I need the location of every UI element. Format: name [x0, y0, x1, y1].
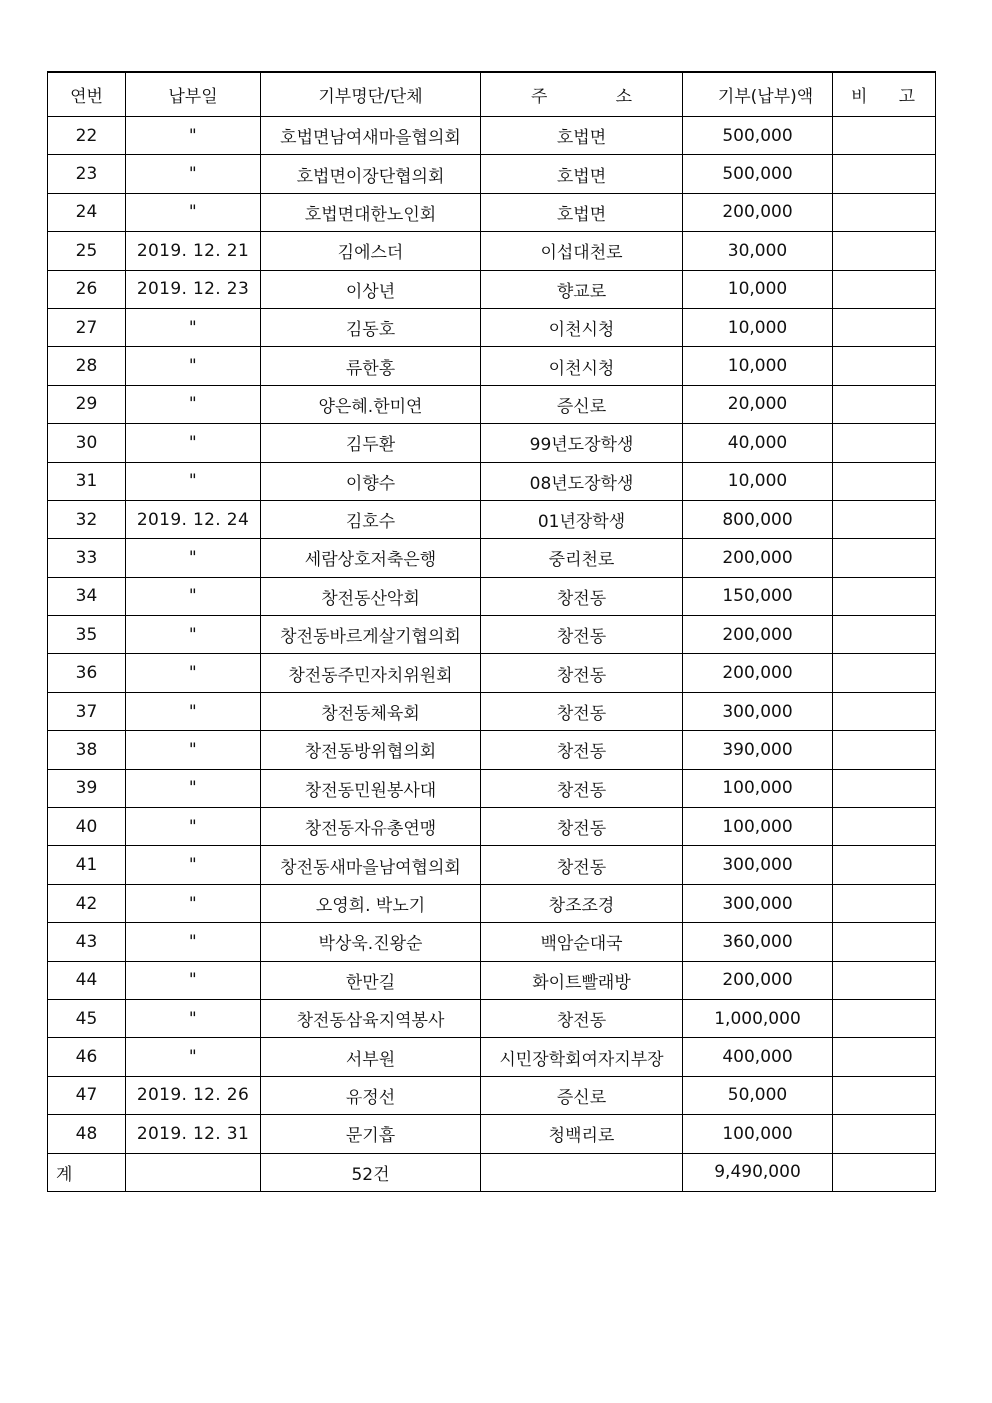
cell-no: 30 — [48, 424, 126, 462]
table-row — [48, 347, 936, 385]
cell-note — [833, 270, 936, 308]
table-row — [48, 769, 936, 807]
cell-address: 창전동 — [481, 616, 683, 654]
table-body — [48, 117, 936, 1192]
table-row — [48, 539, 936, 577]
cell-date: " — [126, 808, 261, 846]
cell-no: 43 — [48, 923, 126, 961]
cell-name: 창전동방위협의회 — [261, 731, 481, 769]
cell-name: 문기흡 — [261, 1115, 481, 1153]
cell-address: 창전동 — [481, 846, 683, 884]
total-amount: 9,490,000 — [683, 1153, 833, 1191]
cell-date: " — [126, 731, 261, 769]
cell-address: 화이트빨래방 — [481, 961, 683, 999]
cell-note — [833, 193, 936, 231]
cell-address: 창전동 — [481, 999, 683, 1037]
cell-address: 창전동 — [481, 769, 683, 807]
cell-amount: 10,000 — [683, 308, 833, 346]
cell-name: 창전동민원봉사대 — [261, 769, 481, 807]
cell-name: 류한홍 — [261, 347, 481, 385]
cell-amount: 500,000 — [683, 117, 833, 155]
cell-note — [833, 1115, 936, 1153]
total-address — [481, 1153, 683, 1191]
cell-note — [833, 117, 936, 155]
table-row — [48, 462, 936, 500]
table-row — [48, 654, 936, 692]
cell-name: 창전동산악회 — [261, 577, 481, 615]
cell-amount: 800,000 — [683, 500, 833, 538]
header-no: 연번 — [48, 72, 126, 117]
cell-name: 유정선 — [261, 1076, 481, 1114]
cell-date: 2019. 12. 23 — [126, 270, 261, 308]
header-amount-label: 기부(납부)액 — [717, 87, 814, 107]
cell-date: " — [126, 999, 261, 1037]
table-row — [48, 961, 936, 999]
cell-amount: 100,000 — [683, 769, 833, 807]
cell-name: 김호수 — [261, 500, 481, 538]
cell-address: 08년도장학생 — [481, 462, 683, 500]
header-note-label — [835, 82, 933, 107]
cell-note — [833, 923, 936, 961]
cell-amount: 200,000 — [683, 193, 833, 231]
cell-address: 창전동 — [481, 692, 683, 730]
total-note — [833, 1153, 936, 1191]
total-label: 계 — [48, 1153, 126, 1191]
cell-note — [833, 692, 936, 730]
header-row — [48, 72, 936, 117]
cell-address: 중리천로 — [481, 539, 683, 577]
table-header — [48, 72, 936, 117]
cell-amount: 50,000 — [683, 1076, 833, 1114]
cell-no: 41 — [48, 846, 126, 884]
cell-note — [833, 616, 936, 654]
header-address-label — [483, 82, 680, 107]
cell-amount: 30,000 — [683, 232, 833, 270]
header-address-left: 주 — [531, 87, 548, 107]
cell-name: 박상욱.진왕순 — [261, 923, 481, 961]
cell-address: 호법면 — [481, 193, 683, 231]
cell-date: " — [126, 155, 261, 193]
cell-address: 호법면 — [481, 117, 683, 155]
total-count: 52건 — [261, 1153, 481, 1191]
cell-note — [833, 1076, 936, 1114]
table-row — [48, 731, 936, 769]
cell-address: 01년장학생 — [481, 500, 683, 538]
cell-note — [833, 385, 936, 423]
cell-amount: 100,000 — [683, 1115, 833, 1153]
table-row — [48, 692, 936, 730]
cell-address: 창전동 — [481, 577, 683, 615]
cell-amount: 200,000 — [683, 539, 833, 577]
cell-amount: 150,000 — [683, 577, 833, 615]
cell-address: 증신로 — [481, 385, 683, 423]
cell-note — [833, 577, 936, 615]
cell-address: 창전동 — [481, 731, 683, 769]
cell-no: 35 — [48, 616, 126, 654]
cell-date: 2019. 12. 31 — [126, 1115, 261, 1153]
cell-no: 45 — [48, 999, 126, 1037]
cell-no: 26 — [48, 270, 126, 308]
table-row — [48, 999, 936, 1037]
cell-date: " — [126, 117, 261, 155]
cell-address: 이천시청 — [481, 347, 683, 385]
cell-amount: 300,000 — [683, 846, 833, 884]
header-address-right: 소 — [615, 87, 632, 107]
cell-amount: 400,000 — [683, 1038, 833, 1076]
cell-note — [833, 999, 936, 1037]
header-address — [481, 72, 683, 117]
table-row — [48, 308, 936, 346]
table-row — [48, 500, 936, 538]
cell-address: 이천시청 — [481, 308, 683, 346]
table-row — [48, 424, 936, 462]
cell-name: 창전동체육회 — [261, 692, 481, 730]
cell-note — [833, 654, 936, 692]
cell-no: 37 — [48, 692, 126, 730]
cell-no: 46 — [48, 1038, 126, 1076]
header-name: 기부명단/단체 — [261, 72, 481, 117]
cell-name: 김두환 — [261, 424, 481, 462]
cell-no: 24 — [48, 193, 126, 231]
header-note-left: 비 — [851, 87, 868, 107]
table-row — [48, 577, 936, 615]
cell-name: 호법면대한노인회 — [261, 193, 481, 231]
cell-no: 31 — [48, 462, 126, 500]
cell-name: 창전동새마을남여협의회 — [261, 846, 481, 884]
cell-note — [833, 961, 936, 999]
cell-note — [833, 500, 936, 538]
cell-address: 청백리로 — [481, 1115, 683, 1153]
table-row — [48, 808, 936, 846]
cell-no: 28 — [48, 347, 126, 385]
cell-note — [833, 1038, 936, 1076]
cell-note — [833, 232, 936, 270]
table-row — [48, 117, 936, 155]
header-amount — [683, 72, 833, 117]
cell-amount: 100,000 — [683, 808, 833, 846]
cell-name: 이상년 — [261, 270, 481, 308]
cell-date: " — [126, 654, 261, 692]
cell-note — [833, 846, 936, 884]
cell-address: 증신로 — [481, 1076, 683, 1114]
cell-address: 창전동 — [481, 654, 683, 692]
cell-date: 2019. 12. 21 — [126, 232, 261, 270]
cell-address: 향교로 — [481, 270, 683, 308]
cell-name: 호법면이장단협의회 — [261, 155, 481, 193]
cell-date: " — [126, 308, 261, 346]
cell-amount: 200,000 — [683, 616, 833, 654]
cell-note — [833, 884, 936, 922]
cell-no: 34 — [48, 577, 126, 615]
cell-address: 이섭대천로 — [481, 232, 683, 270]
cell-name: 이향수 — [261, 462, 481, 500]
cell-amount: 300,000 — [683, 884, 833, 922]
cell-no: 47 — [48, 1076, 126, 1114]
cell-date: " — [126, 846, 261, 884]
header-note-right: 고 — [898, 87, 915, 107]
cell-no: 48 — [48, 1115, 126, 1153]
cell-name: 호법면남여새마을협의회 — [261, 117, 481, 155]
table-row — [48, 270, 936, 308]
cell-amount: 1,000,000 — [683, 999, 833, 1037]
cell-date: 2019. 12. 24 — [126, 500, 261, 538]
table-row — [48, 923, 936, 961]
cell-note — [833, 539, 936, 577]
cell-name: 김동호 — [261, 308, 481, 346]
cell-address: 시민장학회여자지부장 — [481, 1038, 683, 1076]
header-date: 납부일 — [126, 72, 261, 117]
cell-date: " — [126, 577, 261, 615]
cell-date: " — [126, 616, 261, 654]
cell-no: 33 — [48, 539, 126, 577]
cell-no: 44 — [48, 961, 126, 999]
cell-no: 40 — [48, 808, 126, 846]
cell-no: 29 — [48, 385, 126, 423]
cell-no: 25 — [48, 232, 126, 270]
cell-no: 23 — [48, 155, 126, 193]
cell-name: 창전동주민자치위원회 — [261, 654, 481, 692]
table-row — [48, 385, 936, 423]
cell-note — [833, 347, 936, 385]
cell-address: 창조조경 — [481, 884, 683, 922]
table-row — [48, 1076, 936, 1114]
cell-date: " — [126, 462, 261, 500]
table-row — [48, 232, 936, 270]
cell-name: 창전동자유총연맹 — [261, 808, 481, 846]
cell-amount: 300,000 — [683, 692, 833, 730]
cell-no: 36 — [48, 654, 126, 692]
cell-amount: 10,000 — [683, 347, 833, 385]
donation-table — [47, 71, 936, 1192]
cell-date: " — [126, 769, 261, 807]
cell-note — [833, 731, 936, 769]
cell-no: 42 — [48, 884, 126, 922]
total-date — [126, 1153, 261, 1191]
table-row — [48, 193, 936, 231]
cell-address: 호법면 — [481, 155, 683, 193]
cell-amount: 10,000 — [683, 270, 833, 308]
cell-date: " — [126, 692, 261, 730]
cell-name: 김에스더 — [261, 232, 481, 270]
cell-no: 39 — [48, 769, 126, 807]
table-row — [48, 846, 936, 884]
cell-address: 99년도장학생 — [481, 424, 683, 462]
cell-name: 창전동바르게살기협의회 — [261, 616, 481, 654]
cell-name: 오영희. 박노기 — [261, 884, 481, 922]
cell-date: 2019. 12. 26 — [126, 1076, 261, 1114]
cell-date: " — [126, 385, 261, 423]
table-row — [48, 1115, 936, 1153]
cell-amount: 200,000 — [683, 654, 833, 692]
cell-date: " — [126, 539, 261, 577]
cell-name: 세람상호저축은행 — [261, 539, 481, 577]
cell-amount: 500,000 — [683, 155, 833, 193]
cell-note — [833, 308, 936, 346]
cell-date: " — [126, 424, 261, 462]
cell-note — [833, 424, 936, 462]
table-row — [48, 155, 936, 193]
cell-amount: 10,000 — [683, 462, 833, 500]
total-row — [48, 1153, 936, 1191]
cell-address: 창전동 — [481, 808, 683, 846]
table-row — [48, 616, 936, 654]
cell-no: 27 — [48, 308, 126, 346]
cell-address: 백암순대국 — [481, 923, 683, 961]
header-note — [833, 72, 936, 117]
cell-name: 서부원 — [261, 1038, 481, 1076]
cell-no: 32 — [48, 500, 126, 538]
cell-date: " — [126, 347, 261, 385]
cell-name: 한만길 — [261, 961, 481, 999]
cell-no: 22 — [48, 117, 126, 155]
cell-date: " — [126, 923, 261, 961]
cell-amount: 390,000 — [683, 731, 833, 769]
cell-note — [833, 769, 936, 807]
cell-date: " — [126, 193, 261, 231]
cell-note — [833, 808, 936, 846]
cell-date: " — [126, 884, 261, 922]
table-row — [48, 884, 936, 922]
cell-amount: 200,000 — [683, 961, 833, 999]
cell-no: 38 — [48, 731, 126, 769]
cell-date: " — [126, 1038, 261, 1076]
cell-amount: 20,000 — [683, 385, 833, 423]
cell-note — [833, 462, 936, 500]
cell-amount: 360,000 — [683, 923, 833, 961]
cell-note — [833, 155, 936, 193]
table-row — [48, 1038, 936, 1076]
cell-name: 창전동삼육지역봉사 — [261, 999, 481, 1037]
cell-name: 양은혜.한미연 — [261, 385, 481, 423]
cell-date: " — [126, 961, 261, 999]
cell-amount: 40,000 — [683, 424, 833, 462]
